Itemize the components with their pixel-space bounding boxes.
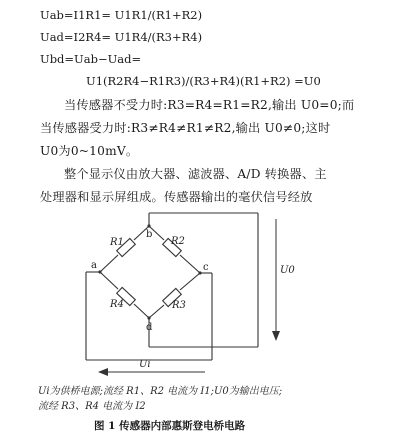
paragraph-1-line-3: U0为0~10mV。	[40, 144, 139, 158]
wire-d-r3	[149, 305, 164, 318]
node-label-c: c	[203, 262, 209, 273]
node-label-a: a	[91, 260, 97, 271]
resistor-label-r4: R4	[110, 299, 124, 310]
paragraph-1-line-2: 当传感器受力时:R3≠R4≠R1≠R2,输出 U0≠0;这时	[40, 121, 331, 135]
wire-r2-c	[180, 255, 200, 273]
wire-r3-c	[180, 273, 200, 290]
node-dot-b	[147, 224, 150, 227]
figure-title: 图 1 传感器内部惠斯登电桥电路	[94, 420, 246, 432]
paragraph-2-line-2: 处理器和显示屏组成。传感器输出的毫伏信号经放	[40, 190, 313, 204]
output-voltage-label: U0	[280, 265, 295, 276]
wire-a-r1	[100, 255, 118, 272]
figure-caption-line-1: Ui为供桥电源;流经 R1、R2 电流为 I1;U0为输出电压;	[38, 386, 283, 397]
paragraph-1-line-1: 当传感器不受力时:R3=R4=R1=R2,输出 U0=0;而	[64, 98, 355, 112]
resistor-label-r2: R2	[171, 236, 185, 247]
equation-uad: Uad=I2R4= U1R4/(R3+R4)	[40, 30, 203, 44]
resistor-label-r1: R1	[110, 237, 124, 248]
wire-a-r4	[100, 272, 118, 289]
node-label-b: b	[146, 229, 153, 240]
paragraph-2-line-1: 整个显示仪由放大器、滤波器、A/D 转换器、主	[64, 167, 327, 181]
node-label-d: d	[146, 322, 153, 333]
input-arrowhead-icon	[98, 368, 108, 376]
equation-ubd: Ubd=Uab−Uad=	[40, 52, 142, 66]
resistor-label-r3: R3	[172, 300, 186, 311]
node-dot-d	[147, 316, 150, 319]
equation-u0: U1(R2R4−R1R3)/(R3+R4)(R1+R2) =U0	[86, 74, 321, 88]
output-arrowhead-icon	[272, 331, 280, 341]
equation-uab: Uab=I1R1= U1R1/(R1+R2)	[40, 8, 203, 22]
input-voltage-label: Ui	[139, 359, 151, 370]
figure-caption-line-2: 流经 R3、R4 电流为 I2	[38, 401, 146, 412]
node-dot-a	[98, 270, 101, 273]
wire-r4-d	[134, 304, 149, 318]
node-dot-c	[198, 271, 201, 274]
